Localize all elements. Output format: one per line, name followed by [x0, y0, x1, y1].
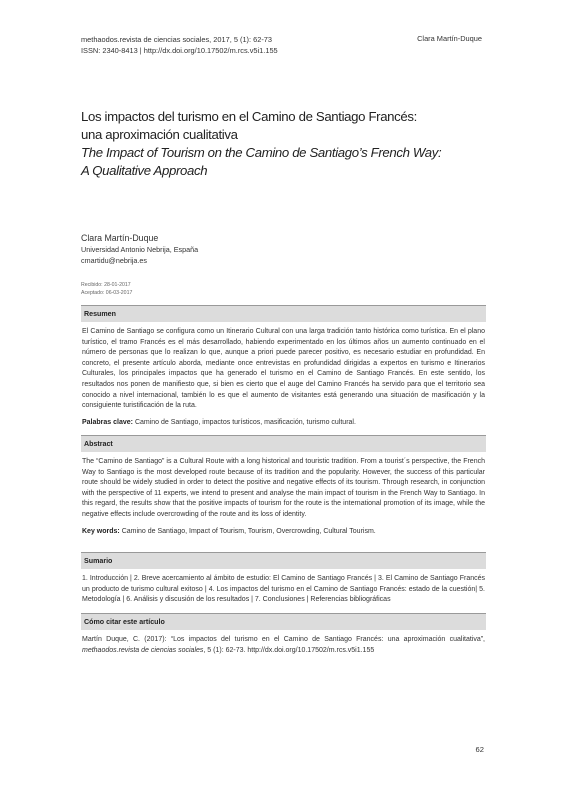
abstract-body: The “Camino de Santiago” is a Cultural Route with a long historical and touristic tradition. From a tourist´s perspective, the French Way to Santiago is the most developed route because of its tradition and the popularity. However, the success of this particular route should be widely studied in order to detect the positive and negative effects of its tourism. Through research, in conjunction with the perspective of 11 experts, we intend to present and analyse the main impact of tourism in the French Way to Santiago. In this regard, the results show that the positive impacts of tourism for the route is the international promotion of its image, while the negative effects include overcrowding of the route and its loss of identity. [82, 458, 485, 518]
title-spanish-line-1: Los impactos del turismo en el Camino de Santiago Francés: [81, 109, 417, 124]
citation-body [81, 630, 486, 656]
issn-doi-line: ISSN: 2340-8413 | http://dx.doi.org/10.17502/m.rcs.v5i1.155 [81, 46, 278, 55]
submission-dates [81, 281, 132, 297]
title-spanish-line-2: una aproximación cualitativa [81, 127, 238, 142]
citation-text-after: , 5 (1): 62-73. http://dx.doi.org/10.17502/m.rcs.v5i1.155 [203, 646, 375, 654]
abstract-section [81, 435, 486, 537]
author-name: Clara Martín-Duque [81, 233, 159, 243]
resumen-keywords [81, 412, 486, 429]
journal-citation-line: methaodos.revista de ciencias sociales, 2017, 5 (1): 62-73 [81, 35, 273, 44]
resumen-heading: Resumen [81, 305, 486, 322]
title-english-line-1: The Impact of Tourism on the Camino de Santiago’s French Way: [81, 145, 442, 160]
running-author: Clara Martín-Duque [417, 34, 482, 43]
abstract-heading: Abstract [81, 435, 486, 452]
sumario-section [81, 552, 486, 606]
article-title-block [81, 108, 491, 180]
author-email[interactable]: cmartidu@nebrija.es [81, 256, 148, 265]
citation-section [81, 613, 486, 656]
author-affiliation: Universidad Antonio Nebrija, España [81, 245, 199, 254]
abstract-keywords-text: Camino de Santiago, Impact of Tourism, Tourism, Overcrowding, Cultural Tourism. [121, 527, 376, 535]
abstract-keywords-label: Key words: [82, 527, 120, 535]
author-block [81, 232, 198, 266]
resumen-keywords-text: Camino de Santiago, impactos turísticos, masificación, turismo cultural. [134, 418, 356, 426]
citation-journal: methaodos.revista de ciencias sociales [82, 646, 204, 654]
resumen-keywords-label: Palabras clave: [82, 418, 133, 426]
citation-text-before: Martín Duque, C. (2017): “Los impactos del turismo en el Camino de Santiago Francés: una aproximación cualitativa”, [82, 636, 485, 643]
sumario-body: 1. Introducción | 2. Breve acercamiento al ámbito de estudio: El Camino de Santiago Francés | 3. El Camino de Santiago Francés un producto de turismo cultural exitoso | 4. Los impactos del turismo en el Camino de Santiago Francés: estado de la cuestión| 5. Metodología | 6. Análisis y discusión de los resultados | 7. Conclusiones | Referencias bibliográficas [82, 575, 485, 604]
running-header [81, 34, 278, 56]
citation-heading: Cómo citar este artículo [81, 613, 486, 630]
abstract-keywords [81, 521, 486, 538]
resumen-section [81, 305, 486, 428]
sumario-heading: Sumario [81, 552, 486, 569]
received-date: Recibido: 28-01-2017 [81, 282, 131, 288]
resumen-body: El Camino de Santiago se configura como un Itinerario Cultural con una larga tradición tanto histórica como turística. En el plano turístico, el tramo Francés es el más desarrollado, habiendo experimentado en los últimos años un aumento continuado en el número de personas que lo realizan lo que, aunque a priori puede parecer positivo, es necesario estudiar en profundidad. En concreto, el presente artículo aborda, mediante once entrevistas en profundidad dirigidas a expertos en turismo e Itinerarios Culturales, los principales impactos que ha generado el turismo en el Camino de Santiago Francés. En este sentido, los resultados nos ponen de manifiesto que, si bien es cierto que el auge del Camino Francés ha servido para que el territorio sea conocido a nivel internacional, también lo es que el aumento de visitantes está generando una situación de masificación y la consiguiente turistificación de la ruta. [82, 328, 485, 410]
page-number: 62 [475, 745, 484, 754]
accepted-date: Aceptado: 06-03-2017 [81, 290, 133, 296]
title-english-line-2: A Qualitative Approach [81, 163, 208, 178]
